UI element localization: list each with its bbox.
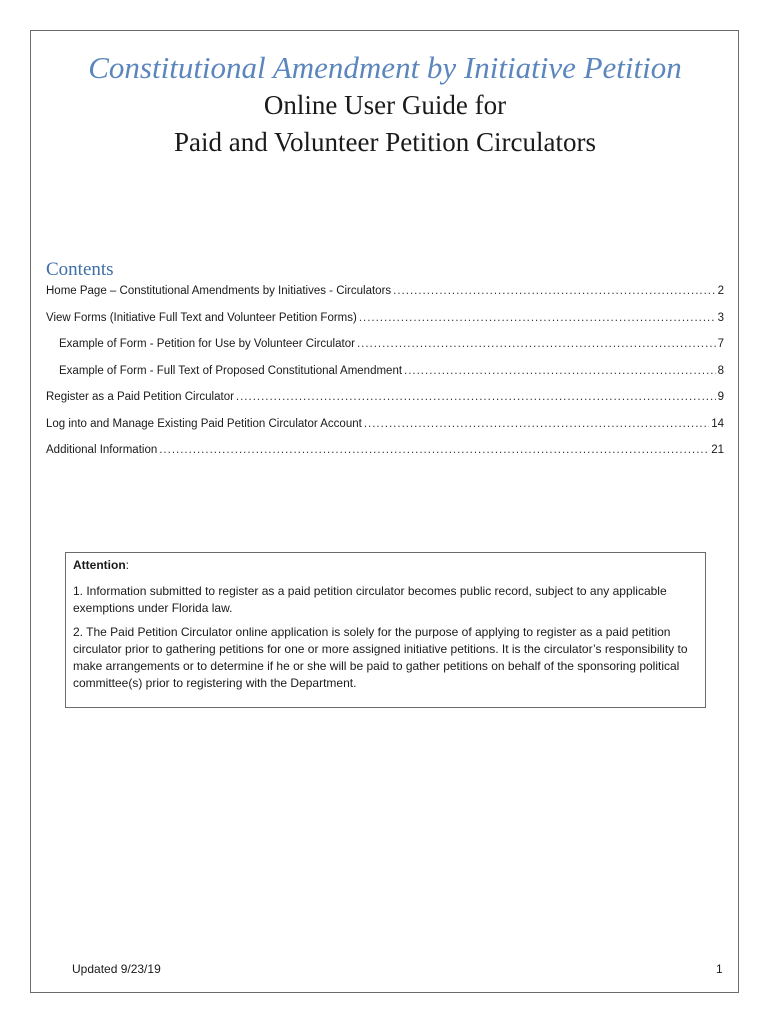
toc-entry[interactable] bbox=[46, 338, 724, 365]
attention-title-text: Attention bbox=[73, 558, 126, 572]
document-subtitle-line1: Online User Guide for bbox=[263, 90, 507, 120]
toc-entry-page: 8 bbox=[717, 364, 724, 377]
toc-dot-leader bbox=[159, 444, 709, 456]
toc-entry-page: 9 bbox=[717, 391, 724, 403]
toc-entry-page: 14 bbox=[711, 417, 724, 430]
attention-item-2: 2. The Paid Petition Circulator online application is solely for the purpose of applying to register as a paid petition circulator prior to gathering petitions for one or more assigned initiative petitions. It is the circulator’s responsibility to make arrangements or to determine if he or she will be paid to gather petitions on behalf of the sponsoring political committee(s) prior to registering with the Department. bbox=[73, 625, 688, 690]
toc-entry-page: 7 bbox=[717, 338, 724, 350]
toc-entry-page: 3 bbox=[717, 311, 724, 324]
footer-page-number: 1 bbox=[716, 962, 723, 976]
document-title: Constitutional Amendment by Initiative Petition bbox=[88, 50, 682, 85]
toc-dot-leader bbox=[236, 391, 716, 403]
toc-dot-leader bbox=[393, 285, 715, 297]
attention-box bbox=[65, 552, 706, 708]
toc-entry[interactable] bbox=[46, 444, 724, 471]
toc-entry[interactable] bbox=[46, 391, 724, 418]
contents-heading: Contents bbox=[46, 259, 114, 280]
toc-dot-leader bbox=[357, 338, 716, 350]
toc-entry[interactable] bbox=[46, 418, 724, 445]
toc-entry[interactable] bbox=[46, 285, 724, 312]
toc-entry-title: Home Page – Constitutional Amendments by Initiatives - Circulators bbox=[46, 285, 392, 297]
attention-title-colon: : bbox=[125, 558, 129, 572]
toc-entry-title: Log into and Manage Existing Paid Petition Circulator Account bbox=[46, 417, 362, 430]
toc-entry-title: View Forms (Initiative Full Text and Volunteer Petition Forms) bbox=[46, 311, 357, 324]
toc-entry-page: 2 bbox=[717, 285, 724, 297]
footer-updated-date: Updated 9/23/19 bbox=[72, 962, 161, 976]
toc-entry[interactable] bbox=[46, 312, 724, 339]
toc-entry-page: 21 bbox=[711, 444, 724, 456]
toc-entry-title: Additional Information bbox=[46, 444, 158, 456]
toc-dot-leader bbox=[359, 312, 716, 324]
toc-entry[interactable] bbox=[46, 365, 724, 392]
attention-item-1: 1. Information submitted to register as a paid petition circulator becomes public record, subject to any applicable exemptions under Florida law. bbox=[73, 584, 667, 615]
toc-entry-title: Register as a Paid Petition Circulator bbox=[46, 391, 234, 403]
page-border bbox=[30, 30, 739, 993]
toc-dot-leader bbox=[364, 418, 709, 430]
document-subtitle-line2: Paid and Volunteer Petition Circulators bbox=[174, 127, 596, 157]
toc-entry-title: Example of Form - Petition for Use by Volunteer Circulator bbox=[59, 338, 355, 350]
table-of-contents bbox=[46, 285, 724, 471]
toc-dot-leader bbox=[404, 365, 716, 377]
toc-entry-title: Example of Form - Full Text of Proposed Constitutional Amendment bbox=[59, 364, 403, 377]
attention-title bbox=[73, 557, 698, 574]
